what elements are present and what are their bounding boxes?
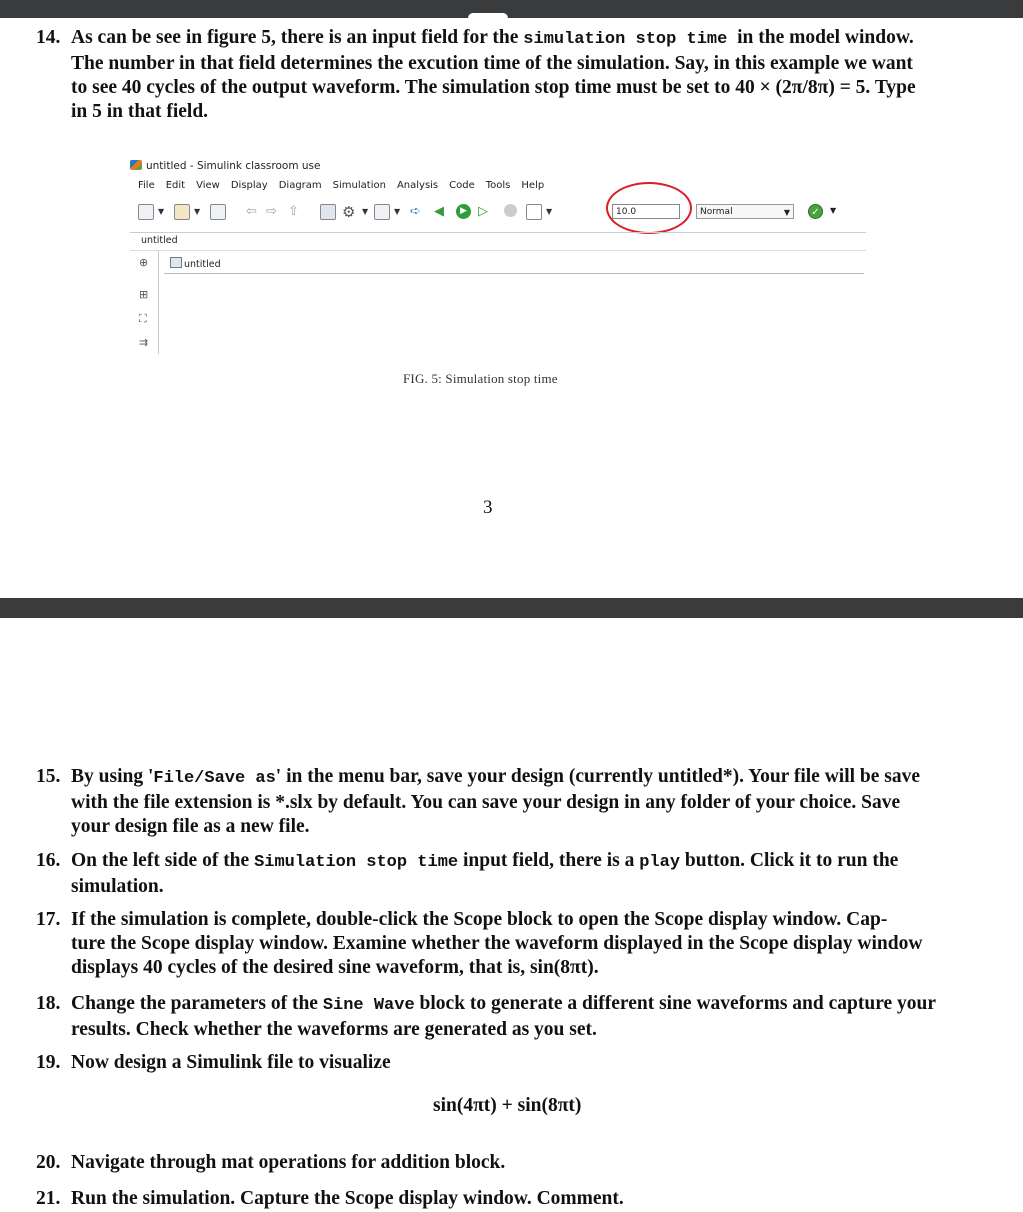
code-text: File/Save as [153,769,276,788]
item-line: Run the simulation. Capture the Scope display window. Comment. [71,1188,624,1209]
fit-view-icon[interactable]: ⛶ [139,312,147,325]
item-line: results. Check whether the waveforms are generated as you set. [71,1019,597,1040]
menu-analysis[interactable]: Analysis [396,180,439,191]
text-run: block to generate a different sine waveforms and capture your [419,993,937,1014]
item-line: Now design a Simulink file to visualize [71,1052,391,1073]
tab-untitled[interactable]: untitled [141,235,178,246]
item-number: 21. [36,1188,61,1209]
top-dark-bar [0,0,1023,18]
item-text [71,992,936,1042]
menu-file[interactable]: File [138,180,155,191]
item-text [71,1051,391,1075]
item-line: with the file extension is *.slx by default. You can save your design in any folder of your choice. Save [71,792,901,813]
item-line: Navigate through mat operations for addition block. [71,1152,506,1173]
text-run: in the model window. [737,27,914,48]
code-text: simulation stop time [523,30,728,49]
chevron-down-icon[interactable]: ▼ [362,207,369,216]
item-text [71,765,920,839]
item-text [71,1151,505,1175]
simulation-stop-time-input[interactable]: 10.0 [612,204,680,219]
menu-tools[interactable]: Tools [485,180,511,191]
item-line: simulation. [71,876,164,897]
library-browser-icon[interactable] [320,204,336,220]
menu-code[interactable]: Code [449,180,475,191]
item-line: displays 40 cycles of the desired sine waveform, that is, sin(8πt). [71,957,599,978]
tab-divider [130,250,866,251]
item-number: 20. [36,1152,61,1173]
highlight-circle [606,182,692,234]
gear-icon[interactable]: ⚙ [342,203,356,221]
item-number: 19. [36,1052,61,1073]
up-arrow-icon[interactable]: ⇧ [288,204,299,219]
item-line [71,849,898,875]
model-icon [170,257,182,268]
item-text [71,908,922,980]
text-run: Change the parameters of the [71,993,318,1014]
item-number: 16. [36,850,61,871]
signal-icon[interactable]: ➪ [410,204,421,219]
zoom-icon[interactable]: ⊞ [139,288,149,301]
stop-icon[interactable] [504,204,517,217]
item-number: 17. [36,909,61,930]
item-number: 18. [36,993,61,1014]
breadcrumb-text: untitled [184,259,221,270]
play-icon[interactable]: ▶ [456,204,471,219]
window-title-text: untitled - Simulink classroom use [146,160,321,172]
window-title [130,160,321,172]
step-back-icon[interactable]: ◀ [434,204,444,219]
item-line: ture the Scope display window. Examine whether the waveform displayed in the Scope display window [71,933,923,954]
step-forward-icon[interactable]: ▷ [478,204,488,219]
item-number: 15. [36,766,61,787]
top-bar-notch [468,13,508,18]
menu-edit[interactable]: Edit [165,180,186,191]
code-text: play [639,853,681,872]
text-run: As can be see in figure 5, there is an input field for the [71,27,519,48]
code-text: Simulation stop time [254,853,459,872]
page-number: 3 [483,497,493,518]
item-line: If the simulation is complete, double-click the Scope block to open the Scope display window. Cap- [71,909,888,930]
item-line [71,765,920,791]
chevron-down-icon[interactable]: ▼ [546,207,553,216]
breadcrumb[interactable] [170,257,221,270]
palette-sidebar [130,250,159,354]
chevron-down-icon[interactable]: ▼ [158,207,165,216]
simulation-mode-select[interactable] [696,204,794,219]
page-divider-bar [0,598,1023,618]
item-line: your design file as a new file. [71,816,310,837]
hide-show-icon[interactable]: ⊕ [139,256,149,269]
item-line: in 5 in that field. [71,101,209,122]
item-line: The number in that field determines the excution time of the simulation. Say, in this example we want [71,53,913,74]
arrows-icon[interactable]: ⇉ [139,336,149,349]
simulink-window-screenshot [128,156,868,356]
item-text [71,1187,624,1211]
item-number: 14. [36,27,61,48]
menu-diagram[interactable]: Diagram [278,180,322,191]
new-model-icon[interactable] [138,204,154,220]
open-folder-icon[interactable] [174,204,190,220]
item-line: to see 40 cycles of the output waveform. The simulation stop time must be set to 40 × (2π/8π) = 5. Type [71,77,916,98]
chevron-down-icon: ▼ [783,208,790,217]
simulink-logo-icon [130,160,142,170]
text-run: By using ' [71,766,154,787]
forward-arrow-icon[interactable]: ⇨ [266,204,277,219]
figure-caption: FIG. 5: Simulation stop time [403,371,558,386]
chevron-down-icon[interactable]: ▼ [394,207,401,216]
item-line [71,992,936,1018]
text-run: ' in the menu bar, save your design (currently untitled*). Your file will be save [275,766,921,787]
code-text: Sine Wave [322,996,415,1015]
back-arrow-icon[interactable]: ⇦ [246,204,257,219]
text-run: button. Click it to run the [684,850,899,871]
menu-view[interactable]: View [196,180,220,191]
text-run: input field, there is a [462,850,635,871]
item-text [71,849,898,899]
chevron-down-icon[interactable]: ▼ [830,206,837,215]
chevron-down-icon[interactable]: ▼ [194,207,201,216]
menu-display[interactable]: Display [230,180,268,191]
simulation-mode-value: Normal [700,207,733,217]
breadcrumb-divider [164,273,864,274]
model-explorer-icon[interactable] [374,204,390,220]
menu-bar [138,180,555,191]
item-line [71,26,916,52]
save-icon[interactable] [210,204,226,220]
text-run: On the left side of the [71,850,250,871]
menu-help[interactable]: Help [521,180,545,191]
equation: sin(4πt) + sin(8πt) [433,1095,582,1116]
check-icon[interactable]: ✓ [808,204,823,219]
tab-divider [130,232,866,233]
scope-icon[interactable] [526,204,542,220]
item-text [71,26,916,124]
menu-simulation[interactable]: Simulation [332,180,386,191]
